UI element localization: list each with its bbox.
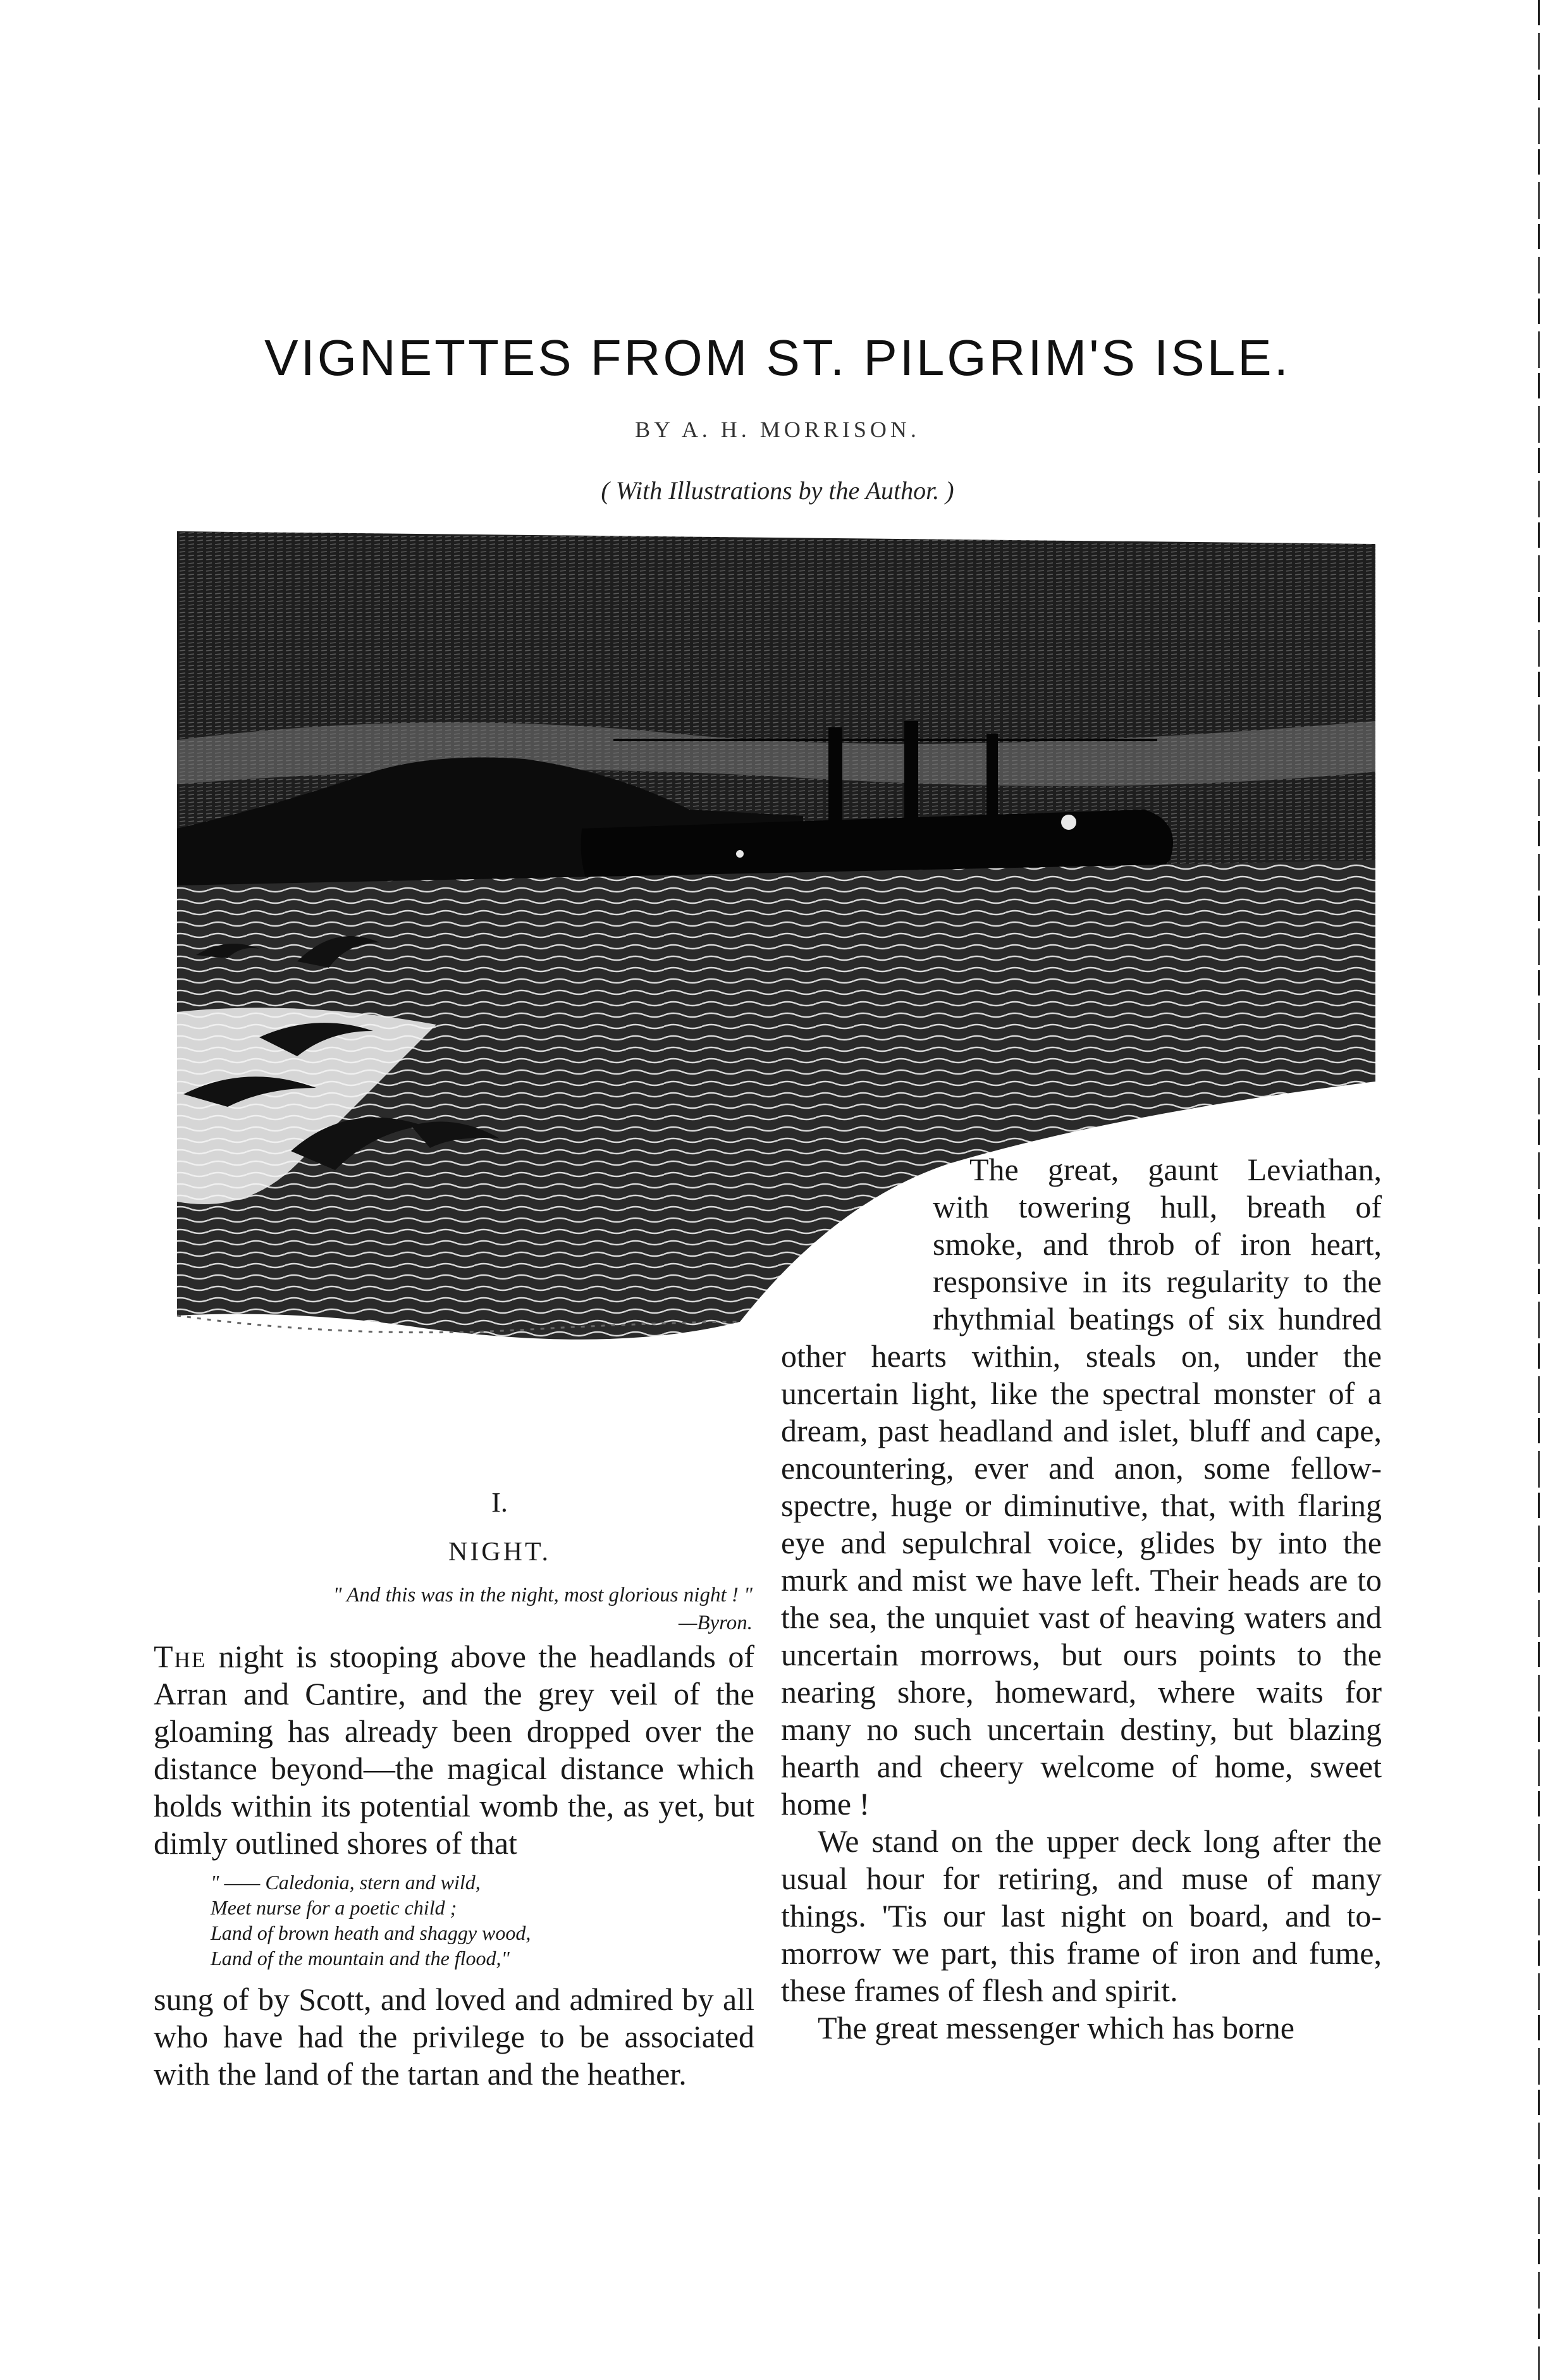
verse-line-3: Land of brown heath and shaggy wood,: [211, 1921, 531, 1944]
epigraph-quote: " And this was in the night, most glorious night ! ": [333, 1584, 753, 1606]
byline: BY A. H. MORRISON.: [635, 417, 920, 442]
scott-verse: [211, 1870, 754, 1971]
left-paragraph-1-text: night is stooping above the headlands of Arran and Cantire, and the grey veil of the gloaming has already been dropped over the distance beyond—the magical distance which holds within its potential womb the, as yet, but dimly outlined shores of that: [154, 1639, 754, 1861]
epigraph-attribution: —Byron.: [678, 1612, 753, 1634]
right-column: [781, 1151, 1382, 2047]
verse-line-4: Land of the mountain and the flood,": [211, 1947, 510, 1970]
illustration-wrap-space: [781, 1151, 933, 1335]
verse-line-1: " —— Caledonia, stern and wild,: [211, 1871, 481, 1894]
left-column: [154, 1638, 754, 2093]
epigraph: [164, 1581, 753, 1637]
left-paragraph-1: [154, 1638, 754, 1862]
section-title: NIGHT.: [448, 1538, 551, 1567]
left-paragraph-2: sung of by Scott, and loved and admired by all who have had the privilege to be associated with the land of the tartan and the heather.: [154, 1982, 754, 2092]
right-paragraph-3: The great messenger which has borne: [818, 2010, 1294, 2045]
illustration-credit: ( With Illustrations by the Author. ): [601, 476, 954, 505]
right-paragraph-1: The great, gaunt Leviathan, with towering hull, breath of smoke, and throb of iron heart, responsive in its regularity to the rhythmial beatings of six hundred other hearts within, steals on, under the uncertain light, like the spectral monster of a dream, past headland and islet, bluff and cape, encountering, ever and anon, some fellow-spectre, huge or diminutive, that, with flaring eye and sepulchral voice, glides by into the murk and mist we have left. Their heads are to the sea, the unquiet vast of heaving waters and uncertain morrows, but ours points to the nearing shore, homeward, where waits for many no such uncertain destiny, but blazing hearth and cheery welcome of home, sweet home !: [781, 1152, 1382, 1822]
verse-line-2: Meet nurse for a poetic child ;: [211, 1896, 457, 1919]
article-title: VIGNETTES FROM ST. PILGRIM'S ISLE.: [264, 330, 1291, 386]
lead-word: The: [154, 1639, 207, 1674]
right-paragraph-2: We stand on the upper deck long after the usual hour for retiring, and muse of many things. 'Tis our last night on board, and to-morrow we part, this frame of iron and fume, these frames of flesh and spirit.: [781, 1823, 1382, 2008]
section-number: I.: [491, 1487, 508, 1518]
